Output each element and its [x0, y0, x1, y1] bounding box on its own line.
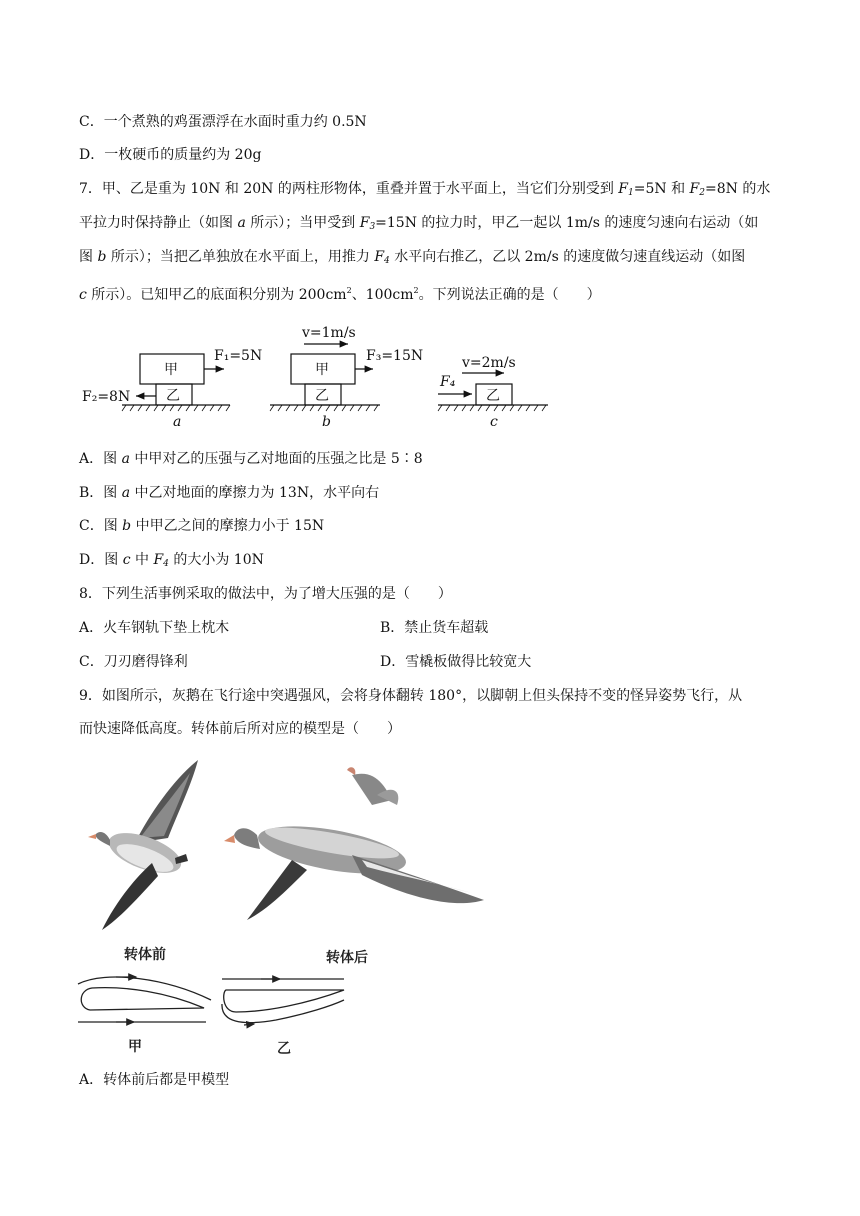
caption-after: 转体后 [326, 950, 368, 966]
model-yi-shape [222, 979, 344, 1025]
q7-option-d: D．图 c 中 $F_4$ 的大小为 10N [79, 552, 264, 569]
q9-stem-line2: 而快速降低高度。转体前后所对应的模型是（ ） [79, 721, 401, 737]
goose-before-image [80, 758, 210, 938]
model-jia-shape [78, 977, 211, 1022]
q7-option-c: C．图 b 中甲乙之间的摩擦力小于 15N [79, 518, 325, 534]
q7-figure [78, 316, 558, 431]
q8-option-d: D．雪橇板做得比较宽大 [380, 654, 532, 670]
q7-stem-line4: c 所示）。已知甲乙的底面积分别为 $200cm^2$、$100cm^2$。下列说法正确的是（ ） [79, 286, 601, 303]
fig-a-yi: 乙 [166, 388, 180, 404]
fig-c-label: c [490, 414, 498, 430]
q7-stem-line3: 图 b 所示）；当把乙单独放在水平面上，用推力 $F_4$ 水平向右推乙，乙以 2m/s 的速度做匀速直线运动（如图 [79, 249, 746, 266]
fig-a-f2: F₂=8N [82, 389, 131, 405]
q8-option-a: A．火车钢轨下垫上枕木 [79, 620, 230, 636]
airfoil-models [76, 970, 356, 1030]
caption-before: 转体前 [124, 947, 166, 963]
q7-stem-line1: 7．甲、乙是重为 10N 和 20N 的两柱形物体，重叠并置于水平面上，当它们分别受到 $F_1=5N$ 和 $F_2=8N$ 的水 [79, 181, 771, 198]
fig-c-v2: v=2m/s [462, 355, 516, 371]
model-jia-label: 甲 [128, 1039, 142, 1055]
fig-a-f1: F₁=5N [214, 348, 263, 364]
q8-option-c: C．刀刃磨得锋利 [79, 654, 188, 670]
fig-b-yi: 乙 [315, 388, 329, 404]
option-c-prev: C．一个煮熟的鸡蛋漂浮在水面时重力约 0.5N [79, 114, 367, 130]
option-d-prev: D．一枚硬币的质量约为 20g [79, 147, 262, 163]
q7-option-a: A．图 a 中甲对乙的压强与乙对地面的压强之比是 5∶8 [79, 451, 423, 467]
fig-a-label: a [173, 414, 182, 430]
fig-b-jia: 甲 [315, 362, 329, 378]
q9-stem-line1: 9．如图所示，灰鹅在飞行途中突遇强风，会将身体翻转 180°，以脚朝上但头保持不变的怪异姿势飞行，从 [79, 688, 743, 704]
fig-c-yi: 乙 [486, 388, 500, 404]
fig-b-v1: v=1m/s [302, 325, 356, 341]
q8-option-b: B．禁止货车超载 [380, 620, 489, 636]
q8-stem: 8．下列生活事例采取的做法中，为了增大压强的是（ ） [79, 586, 452, 602]
fig-c-f4: F₄ [440, 374, 456, 390]
fig-b-label: b [322, 414, 331, 430]
q9-option-a: A．转体前后都是甲模型 [79, 1072, 230, 1088]
goose-after-image [222, 765, 487, 935]
model-yi-label: 乙 [277, 1041, 291, 1057]
q7-option-b: B．图 a 中乙对地面的摩擦力为 13N，水平向右 [79, 485, 380, 501]
q7-stem-line2: 平拉力时保持静止（如图 a 所示）；当甲受到 $F_3=15N$ 的拉力时，甲乙一起以 1m/s 的速度匀速向右运动（如 [79, 215, 759, 232]
fig-a-jia: 甲 [164, 362, 178, 378]
fig-b-f3: F₃=15N [366, 348, 424, 364]
